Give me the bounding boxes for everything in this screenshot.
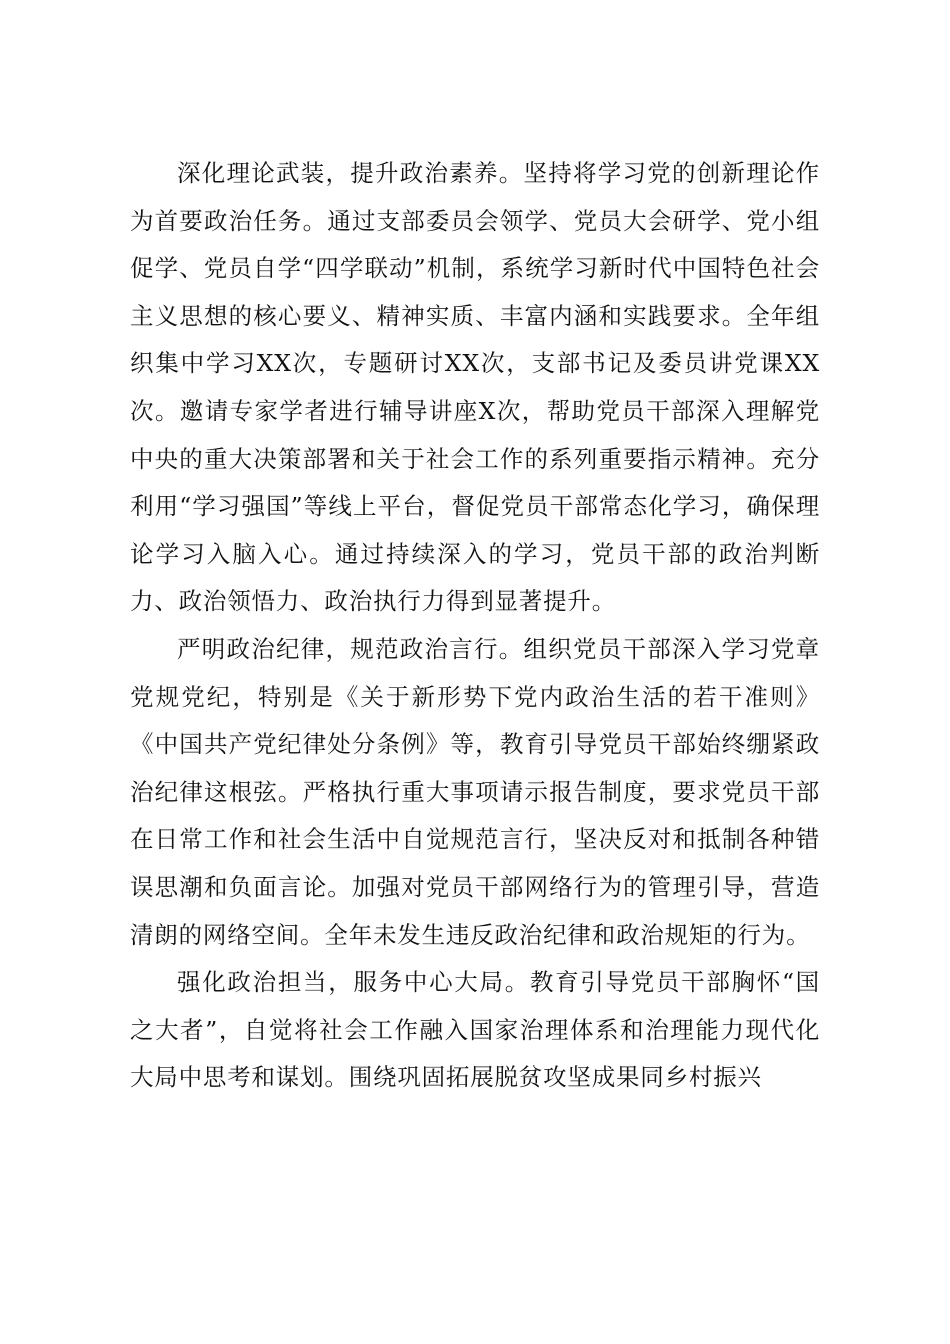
- paragraph-political-discipline: 严明政治纪律，规范政治言行。组织党员干部深入学习党章党规党纪，特别是《关于新形势下党内政治生活的若干准则》《中国共产党纪律处分条例》等，教育引导党员干部始终绷紧政治纪律这根弦。严格执行重大事项请示报告制度，要求党员干部在日常工作和社会生活中自觉规范言行，坚决反对和抵制各种错误思潮和负面言论。加强对党员干部网络行为的管理引导，营造清朗的网络空间。全年未发生违反政治纪律和政治规矩的行为。: [130, 634, 820, 949]
- document-body: [130, 150, 820, 1102]
- paragraph-political-responsibility: 强化政治担当，服务中心大局。教育引导党员干部胸怀“国之大者”，自觉将社会工作融入国家治理体系和治理能力现代化大局中思考和谋划。围绕巩固拓展脱贫攻坚成果同乡村振兴: [130, 968, 820, 1092]
- paragraph-theory-study: 深化理论武装，提升政治素养。坚持将学习党的创新理论作为首要政治任务。通过支部委员会领学、党员大会研学、党小组促学、党员自学“四学联动”机制，系统学习新时代中国特色社会主义思想的核心要义、精神实质、丰富内涵和实践要求。全年组织集中学习XX次，专题研讨XX次，支部书记及委员讲党课XX次。邀请专家学者进行辅导讲座X次，帮助党员干部深入理解党中央的重大决策部署和关于社会工作的系列重要指示精神。充分利用“学习强国”等线上平台，督促党员干部常态化学习，确保理论学习入脑入心。通过持续深入的学习，党员干部的政治判断力、政治领悟力、政治执行力得到显著提升。: [130, 159, 820, 616]
